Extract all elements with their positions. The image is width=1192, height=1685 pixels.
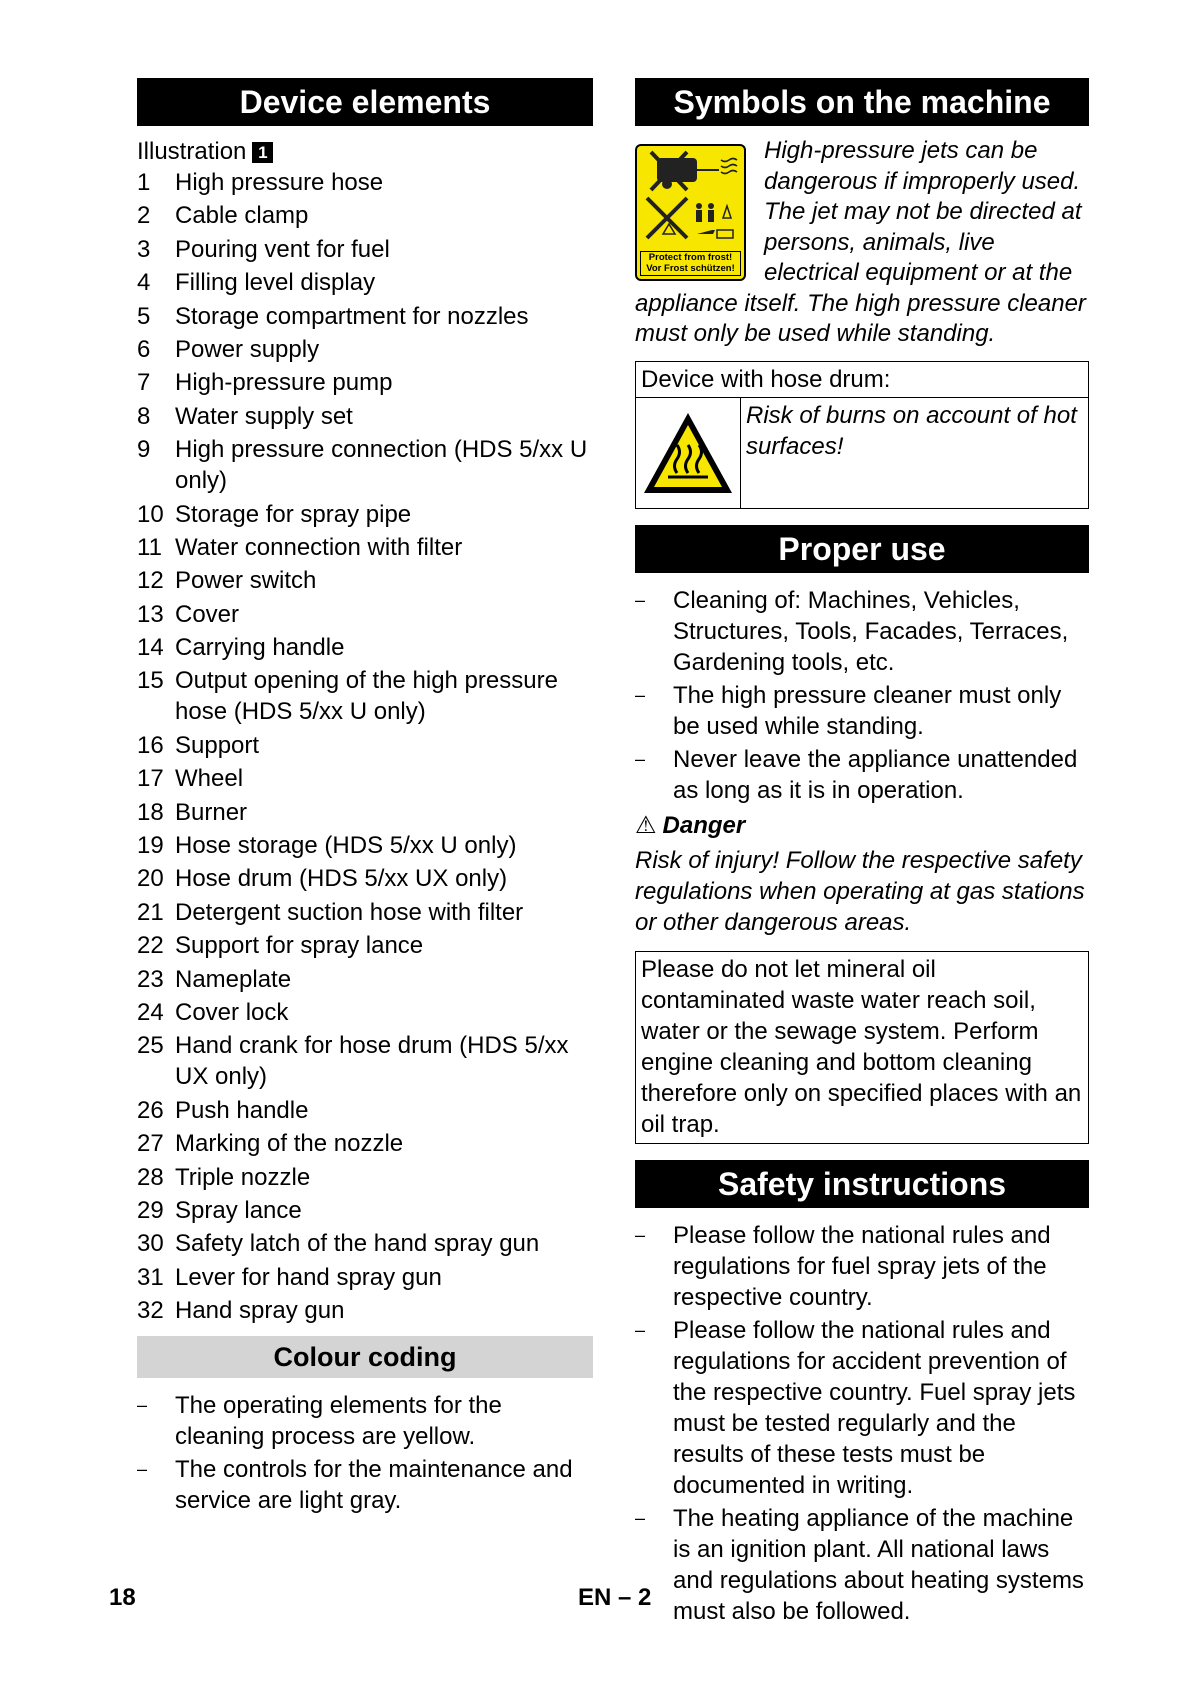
list-item (137, 200, 593, 231)
list-item (137, 532, 593, 563)
part-label: Support for spray lance (175, 932, 424, 960)
list-item (137, 1228, 593, 1259)
part-number: 9 (137, 436, 151, 464)
device-elements-heading: Device elements (137, 78, 593, 126)
part-label: Carrying handle (175, 634, 345, 662)
part-label: Water supply set (175, 402, 353, 430)
part-label: Detergent suction hose with filter (175, 898, 524, 926)
illustration-label: Illustration (137, 138, 247, 165)
right-column (635, 78, 1089, 1629)
list-item (137, 267, 593, 298)
dash-bullet: – (635, 748, 646, 769)
part-label: Burner (175, 798, 248, 826)
part-label: Water connection with filter (175, 533, 463, 561)
part-label: Wheel (175, 765, 244, 793)
list-item (137, 763, 593, 794)
list-item-text: Never leave the appliance unattended as long as it is in operation. (673, 745, 1078, 804)
hose-drum-table-header: Device with hose drum: (636, 362, 1088, 398)
list-item (137, 997, 593, 1028)
dash-bullet: – (137, 1395, 148, 1416)
dash-bullet: – (137, 1459, 148, 1480)
part-number: 17 (137, 765, 164, 793)
dash-bullet: – (635, 684, 646, 705)
list-item (137, 499, 593, 530)
part-label: High-pressure pump (175, 369, 393, 397)
part-number: 15 (137, 667, 164, 695)
list-item (137, 1030, 593, 1092)
part-label: Filling level display (175, 269, 376, 297)
list-item (137, 334, 593, 365)
list-item (137, 1295, 593, 1326)
frost-label-de: Vor Frost schützen! (646, 263, 735, 274)
list-item (635, 1315, 1089, 1501)
illustration-reference (137, 136, 593, 167)
illustration-number-badge: 1 (252, 142, 273, 163)
list-item (137, 665, 593, 727)
part-number: 30 (137, 1230, 164, 1258)
part-number: 1 (137, 169, 151, 196)
part-number: 5 (137, 302, 151, 330)
list-item (137, 1195, 593, 1226)
list-item (137, 1095, 593, 1126)
part-number: 6 (137, 335, 151, 363)
list-item (137, 930, 593, 961)
left-column (137, 78, 593, 1518)
part-label: Power supply (175, 335, 320, 363)
part-number: 21 (137, 898, 164, 926)
part-number: 4 (137, 269, 151, 297)
part-number: 14 (137, 634, 164, 662)
warning-pictogram-icon (637, 146, 744, 251)
part-number: 3 (137, 235, 151, 263)
list-item (137, 1262, 593, 1293)
list-item (137, 863, 593, 894)
list-item (137, 599, 593, 630)
part-number: 12 (137, 567, 164, 595)
part-number: 11 (137, 533, 162, 561)
page-number: 18 (109, 1584, 136, 1611)
list-item (137, 401, 593, 432)
part-label: Output opening of the high pressure hose (HDS 5/xx U only) (175, 667, 558, 726)
part-label: Hand spray gun (175, 1297, 345, 1325)
list-item (635, 1220, 1089, 1313)
list-item-text: Please follow the national rules and regulations for fuel spray jets of the respective country. (673, 1221, 1051, 1311)
section-label: EN – 2 (578, 1584, 652, 1611)
high-pressure-warning-symbol (635, 144, 746, 281)
list-item (137, 301, 593, 332)
hose-drum-table (635, 361, 1089, 509)
part-number: 7 (137, 369, 151, 397)
list-item (635, 744, 1089, 806)
list-item (137, 367, 593, 398)
list-item (137, 434, 593, 496)
proper-use-list (635, 585, 1089, 806)
part-label: Safety latch of the hand spray gun (175, 1230, 540, 1258)
list-item (137, 565, 593, 596)
part-number: 31 (137, 1263, 164, 1291)
part-label: Triple nozzle (175, 1163, 311, 1191)
warning-triangle-icon: ⚠ (635, 811, 657, 839)
part-number: 16 (137, 731, 164, 759)
part-number: 23 (137, 965, 164, 993)
dash-bullet: – (635, 589, 646, 610)
list-item-text: The heating appliance of the machine is an ignition plant. All national laws and regulations about heating systems must also be followed. (673, 1504, 1084, 1625)
list-item-text: Please follow the national rules and regulations for accident prevention of the respective country. Fuel spray jets must be tested regularly and the results of these tests must be documented in writing. (673, 1316, 1076, 1499)
part-number: 26 (137, 1096, 164, 1124)
part-number: 25 (137, 1032, 164, 1060)
part-label: Spray lance (175, 1196, 302, 1224)
part-number: 22 (137, 932, 164, 960)
list-item (137, 167, 593, 198)
dash-bullet: – (635, 1507, 646, 1528)
symbols-heading: Symbols on the machine (635, 78, 1089, 126)
danger-label: Danger (662, 811, 746, 839)
symbol-description: High-pressure jets can be dangerous if improperly used. The jet may not be directed at persons, animals, live electrical equipment or at the appliance itself. The high pressure cleaner must only be used while standing. (635, 137, 1086, 347)
list-item-text: The controls for the maintenance and service are light gray. (175, 1456, 573, 1515)
list-item (137, 1390, 593, 1452)
part-label: Nameplate (175, 965, 292, 993)
part-number: 10 (137, 500, 164, 528)
part-label: Storage compartment for nozzles (175, 302, 529, 330)
frost-label-en: Protect from frost! (648, 252, 733, 263)
protect-from-frost-label (640, 251, 741, 276)
part-label: Storage for spray pipe (175, 500, 412, 528)
safety-instructions-list (635, 1220, 1089, 1627)
part-number: 19 (137, 832, 164, 860)
list-item (137, 632, 593, 663)
proper-use-heading: Proper use (635, 525, 1089, 573)
list-item (635, 1503, 1089, 1627)
part-number: 29 (137, 1196, 164, 1224)
symbol-block (635, 136, 1089, 350)
dash-bullet: – (635, 1319, 646, 1340)
danger-heading (635, 810, 1089, 841)
part-label: Marking of the nozzle (175, 1130, 404, 1158)
part-label: Hand crank for hose drum (HDS 5/xx UX only) (175, 1032, 569, 1091)
list-item (137, 234, 593, 265)
part-label: Cable clamp (175, 202, 309, 230)
safety-instructions-heading: Safety instructions (635, 1160, 1089, 1208)
list-item-text: The high pressure cleaner must only be used while standing. (673, 681, 1062, 740)
list-item (635, 585, 1089, 678)
list-item (137, 964, 593, 995)
list-item-text: The operating elements for the cleaning process are yellow. (175, 1392, 502, 1451)
environment-note-box: Please do not let mineral oil contaminated waste water reach soil, water or the sewage system. Perform engine cleaning and bottom cleaning therefore only on specified places with an oil trap. (635, 951, 1089, 1144)
hot-surface-warning-icon (640, 409, 736, 497)
colour-coding-heading: Colour coding (137, 1336, 593, 1378)
danger-text: Risk of injury! Follow the respective safety regulations when operating at gas stations or other dangerous areas. (635, 846, 1085, 936)
parts-list (137, 167, 593, 1326)
list-item (137, 730, 593, 761)
dash-bullet: – (635, 1224, 646, 1245)
part-label: High pressure hose (175, 169, 384, 196)
hose-drum-warning-text: Risk of burns on account of hot surfaces! (746, 401, 1077, 460)
list-item (137, 830, 593, 861)
part-number: 2 (137, 202, 151, 230)
part-label: Support (175, 731, 260, 759)
part-number: 28 (137, 1163, 164, 1191)
part-number: 32 (137, 1297, 164, 1325)
part-number: 13 (137, 600, 164, 628)
list-item (137, 1454, 593, 1516)
part-label: Cover (175, 600, 240, 628)
part-label: Power switch (175, 567, 317, 595)
part-number: 24 (137, 998, 164, 1026)
list-item (137, 1128, 593, 1159)
hot-surface-cell (636, 398, 741, 508)
part-number: 27 (137, 1130, 164, 1158)
part-label: Hose storage (HDS 5/xx U only) (175, 832, 517, 860)
part-number: 18 (137, 798, 164, 826)
part-label: Pouring vent for fuel (175, 235, 390, 263)
list-item (137, 1162, 593, 1193)
part-number: 20 (137, 865, 164, 893)
list-item (137, 897, 593, 928)
list-item (137, 797, 593, 828)
list-item-text: Cleaning of: Machines, Vehicles, Structures, Tools, Facades, Terraces, Gardening tools, etc. (673, 586, 1069, 676)
part-label: Cover lock (175, 998, 289, 1026)
part-label: Lever for hand spray gun (175, 1263, 442, 1291)
colour-coding-list (137, 1390, 593, 1516)
part-label: Push handle (175, 1096, 309, 1124)
part-label: High pressure connection (HDS 5/xx U only) (175, 436, 588, 495)
part-label: Hose drum (HDS 5/xx UX only) (175, 865, 508, 893)
list-item (635, 680, 1089, 742)
part-number: 8 (137, 402, 151, 430)
